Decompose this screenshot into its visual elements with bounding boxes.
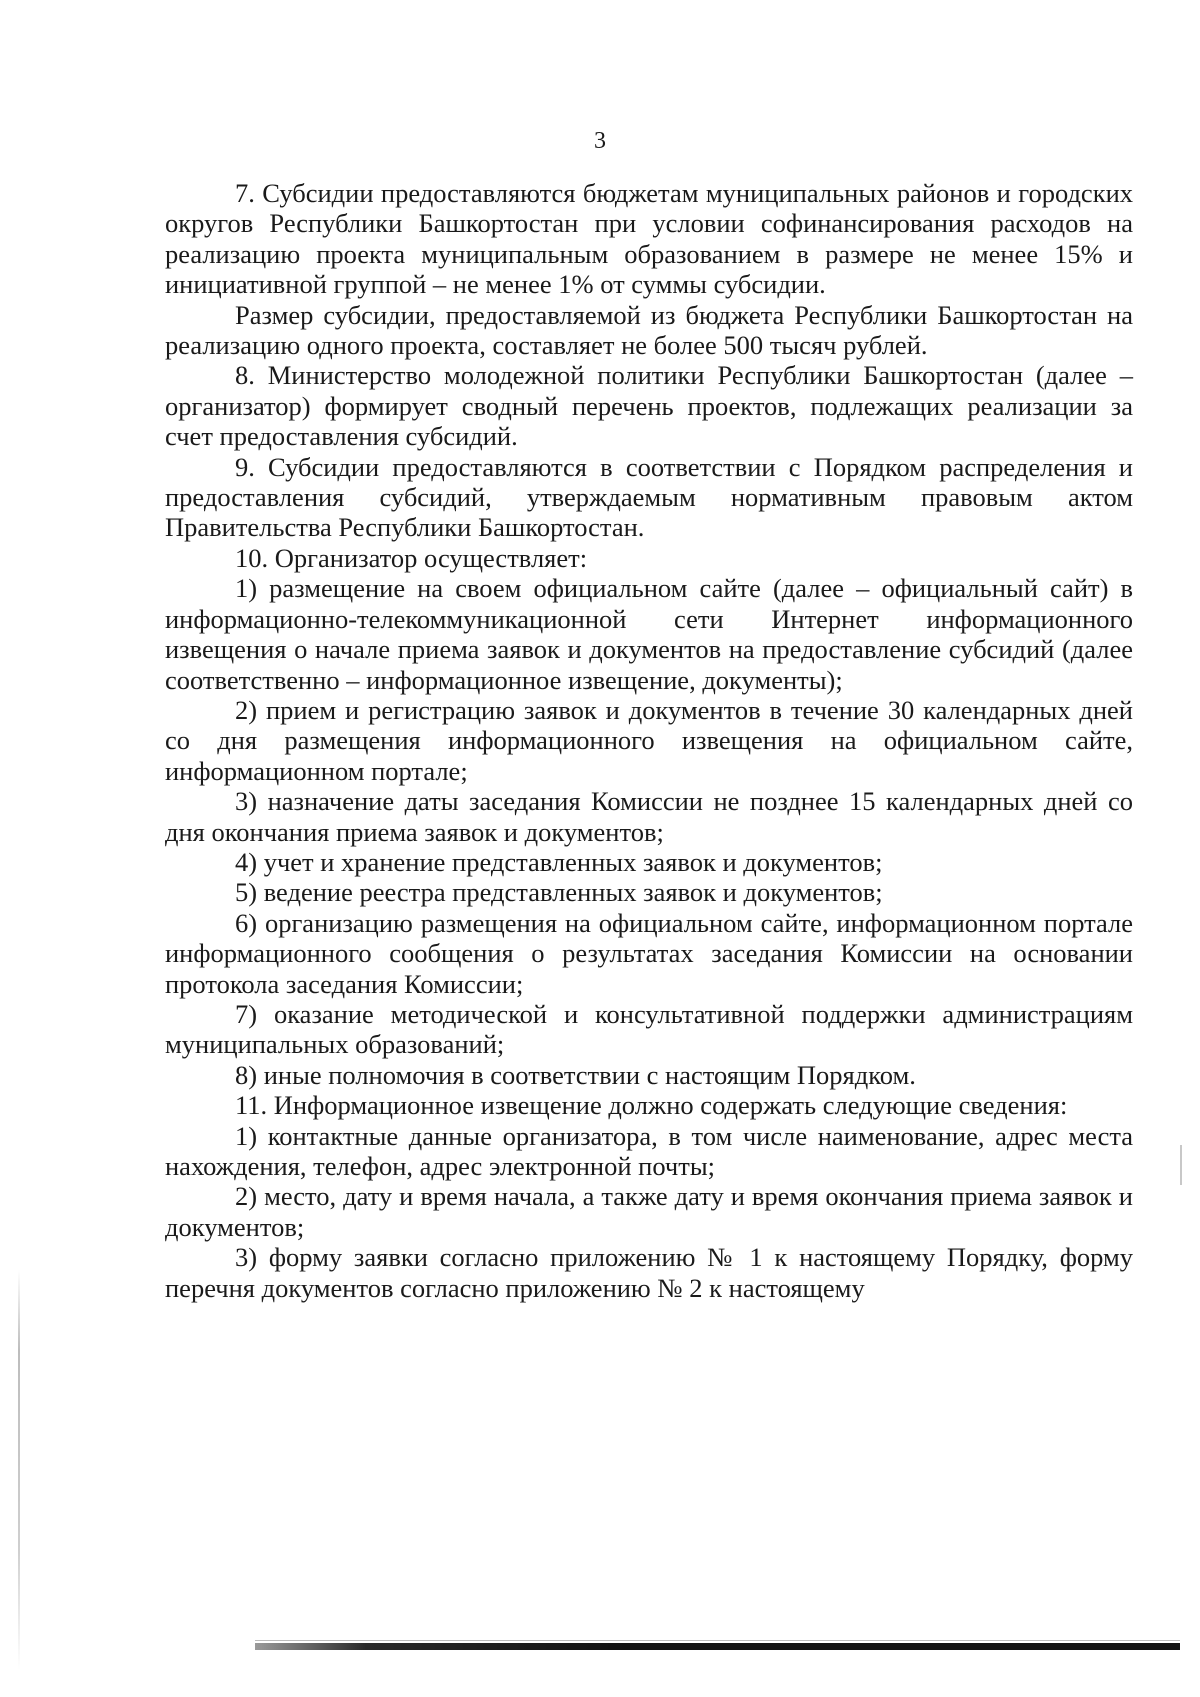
list-item-10-6: 6) организацию размещения на официальном сайте, информационном портале информационного сообщения о результатах заседания Комиссии на основании протокола заседания Комиссии;: [165, 907, 1133, 999]
list-item-10-4: 4) учет и хранение представленных заявок и документов;: [235, 846, 883, 877]
list-item-10-5: 5) ведение реестра представленных заявок и документов;: [235, 877, 883, 908]
list-item-10-3: 3) назначение даты заседания Комиссии не позднее 15 календарных дней со дня окончания приема заявок и документов;: [165, 786, 1133, 847]
paragraph-7: 7. Субсидии предоставляются бюджетам муниципальных районов и городских округов Республики Башкортостан при условии софинансирования расходов на реализацию проекта муниципальным образованием в размере не менее 15% и инициативной группой – не менее 1% от суммы субсидии.: [165, 178, 1133, 300]
paragraph-subsidy-size: Размер субсидии, предоставляемой из бюджета Республики Башкортостан на реализацию одного проекта, составляет не более 500 тысяч рублей.: [165, 299, 1133, 361]
list-item-10-8: 8) иные полномочия в соответствии с настоящим Порядком.: [235, 1059, 916, 1090]
list-item-11-3: 3) форму заявки согласно приложению № 1 к настоящему Порядку, форму перечня документов согласно приложению № 2 к настоящему: [165, 1242, 1133, 1303]
list-item-10-7: 7) оказание методической и консультативной поддержки администрациям муниципальных образований;: [165, 998, 1133, 1060]
paragraph-10: 10. Организатор осуществляет:: [235, 542, 588, 573]
page-number: 3: [594, 128, 606, 154]
list-item-10-2: 2) прием и регистрацию заявок и документов в течение 30 календарных дней со дня размещения информационного извещения на официальном сайте, информационном портале;: [165, 694, 1133, 786]
paragraph-9: 9. Субсидии предоставляются в соответствии с Порядком распределения и предоставления субсидий, утверждаемым нормативным правовым актом Правительства Республики Башкортостан.: [165, 451, 1133, 543]
list-item-10-1: 1) размещение на своем официальном сайте (далее – официальный сайт) в информационно-телекоммуникационной сети Интернет информационного извещения о начале приема заявок и документов на предоставление субсидий (далее соответственно – информационное извещение, документы);: [165, 573, 1133, 695]
paragraph-8: 8. Министерство молодежной политики Республики Башкортостан (далее – организатор) формирует сводный перечень проектов, подлежащих реализации за счет предоставления субсидий.: [165, 360, 1133, 452]
scan-bottom-line-thin: [255, 1640, 1180, 1641]
document-body: [165, 178, 1133, 1303]
scan-mark-artifact: [1180, 1145, 1182, 1185]
scan-edge-artifact: [18, 1270, 20, 1670]
paragraph-11: 11. Информационное извещение должно содержать следующие сведения:: [235, 1090, 1068, 1121]
list-item-11-1: 1) контактные данные организатора, в том числе наименование, адрес места нахождения, телефон, адрес электронной почты;: [165, 1120, 1133, 1181]
scan-bottom-edge: [255, 1643, 1180, 1650]
list-item-11-2: 2) место, дату и время начала, а также дату и время окончания приема заявок и документов;: [165, 1181, 1133, 1242]
